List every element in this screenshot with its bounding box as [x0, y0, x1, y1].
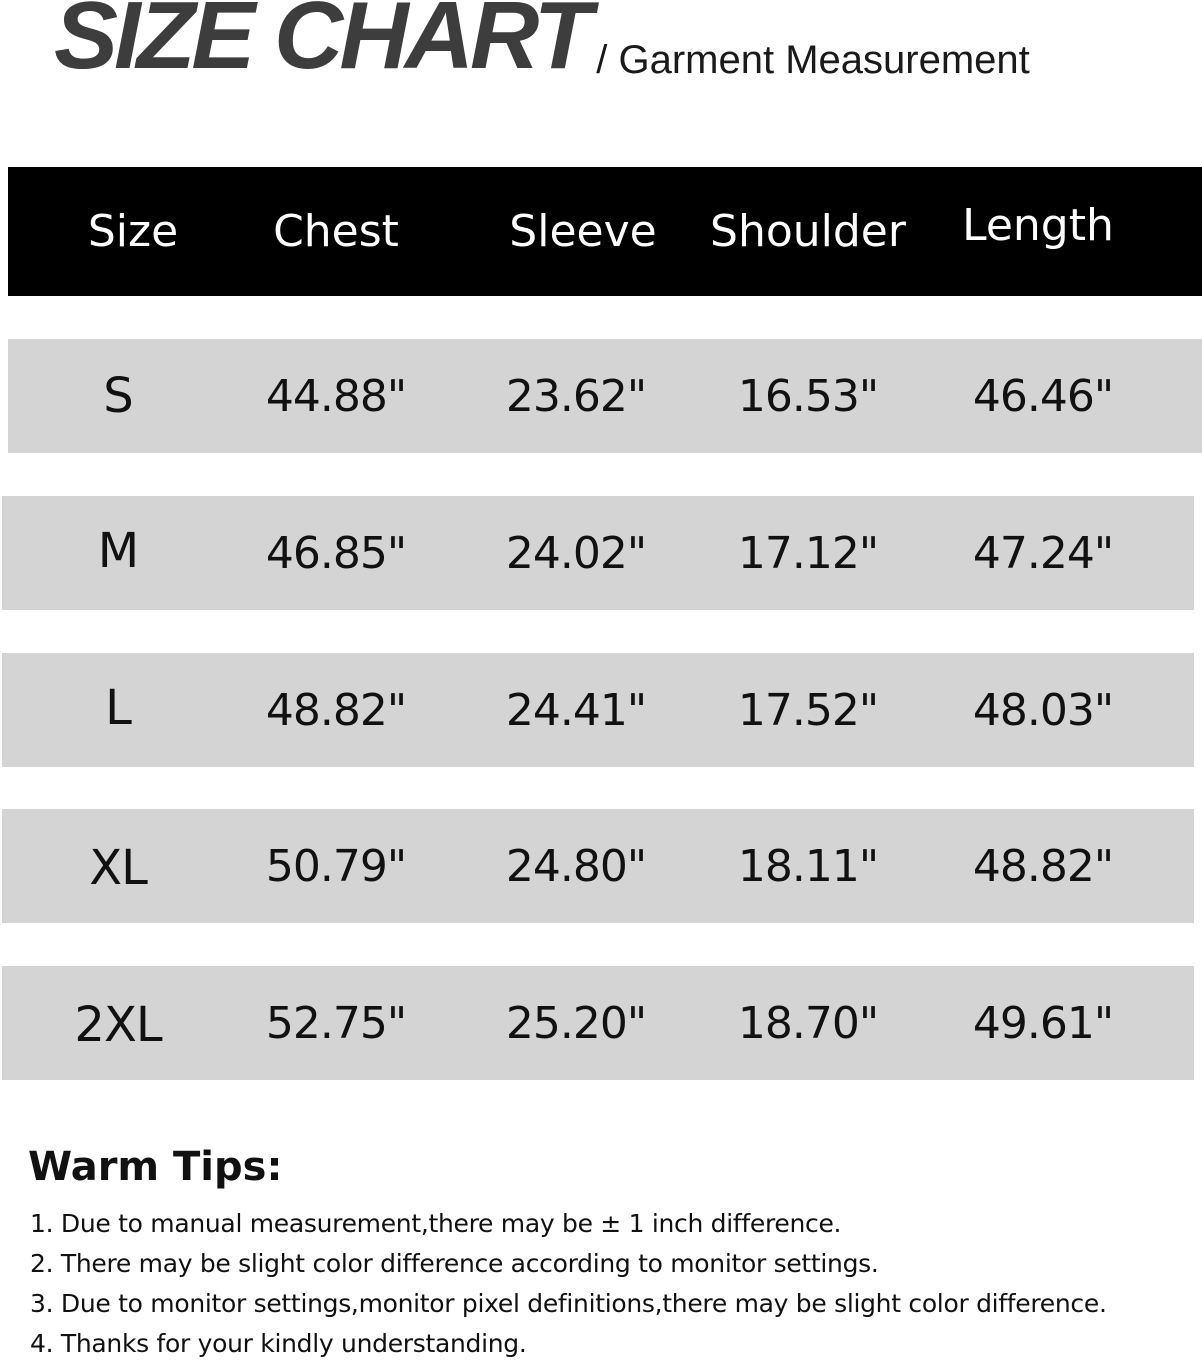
tips-list	[30, 1204, 1107, 1364]
row-length: 48.82"	[972, 840, 1114, 892]
row-shoulder: 16.53"	[737, 370, 879, 422]
page-title	[54, 0, 1030, 100]
row-size: XL	[89, 840, 147, 896]
row-shoulder: 18.11"	[737, 840, 879, 892]
table-row	[2, 496, 1194, 610]
row-chest: 50.79"	[265, 840, 407, 892]
row-sleeve: 23.62"	[505, 370, 647, 422]
row-chest: 44.88"	[265, 370, 407, 422]
row-shoulder: 17.52"	[737, 684, 879, 736]
table-header	[8, 167, 1202, 296]
row-shoulder: 17.12"	[737, 527, 879, 579]
row-sleeve: 24.80"	[505, 840, 647, 892]
title-subtitle: / Garment Measurement	[596, 38, 1030, 82]
row-length: 49.61"	[972, 997, 1114, 1049]
row-sleeve: 24.41"	[505, 684, 647, 736]
tip-item: 2. There may be slight color difference according to monitor settings.	[30, 1249, 879, 1278]
header-sleeve: Sleeve	[509, 206, 657, 257]
table-row	[2, 809, 1194, 923]
table-row	[2, 966, 1194, 1080]
title-main: SIZE CHART	[54, 0, 589, 89]
tip-item: 3. Due to monitor settings,monitor pixel definitions,there may be slight color difference.	[30, 1289, 1107, 1318]
row-chest: 52.75"	[265, 997, 407, 1049]
header-shoulder: Shoulder	[710, 206, 906, 257]
row-length: 47.24"	[972, 527, 1114, 579]
row-chest: 46.85"	[265, 527, 407, 579]
row-sleeve: 24.02"	[505, 527, 647, 579]
row-size: 2XL	[74, 997, 162, 1053]
table-row	[8, 339, 1202, 453]
row-shoulder: 18.70"	[737, 997, 879, 1049]
tip-item: 1. Due to manual measurement,there may be ± 1 inch difference.	[30, 1209, 842, 1238]
header-size: Size	[87, 206, 179, 257]
row-size: L	[105, 680, 131, 736]
row-size: M	[97, 523, 139, 579]
table-row	[2, 653, 1194, 767]
tips-title: Warm Tips:	[28, 1144, 283, 1190]
tip-item: 4. Thanks for your kindly understanding.	[30, 1329, 527, 1358]
row-length: 48.03"	[972, 684, 1114, 736]
row-chest: 48.82"	[265, 684, 407, 736]
header-chest: Chest	[273, 206, 399, 257]
header-length: Length	[962, 200, 1114, 251]
row-size: S	[103, 368, 133, 424]
row-sleeve: 25.20"	[505, 997, 647, 1049]
row-length: 46.46"	[972, 370, 1114, 422]
